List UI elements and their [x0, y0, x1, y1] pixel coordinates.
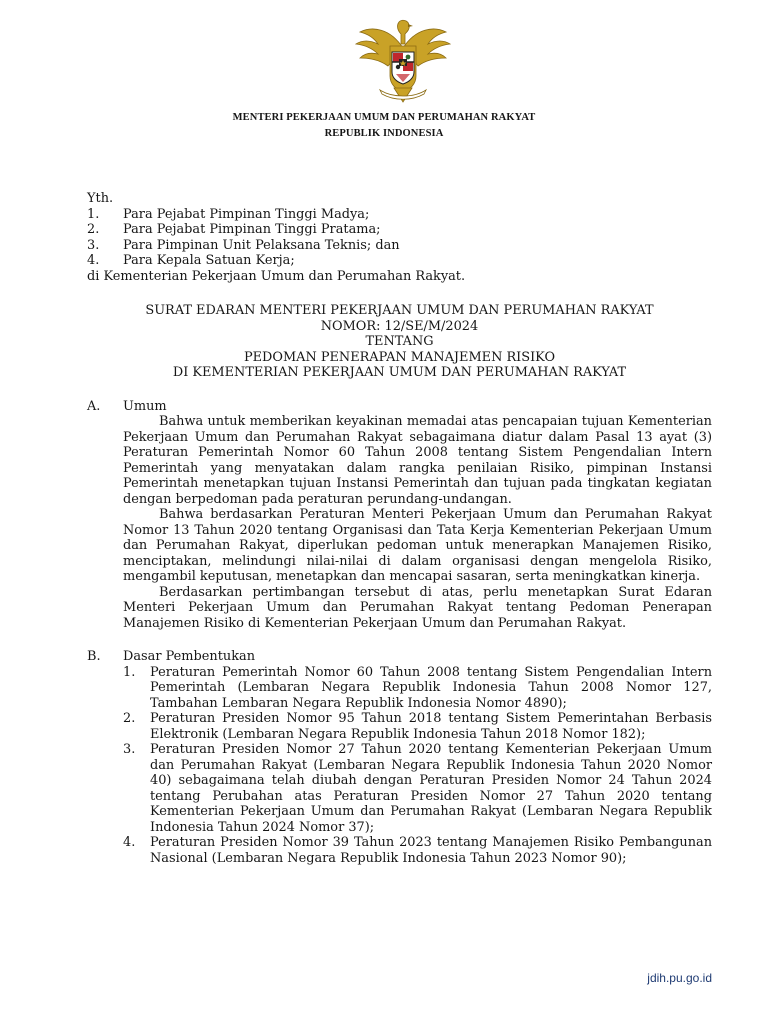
- addressee-item-number: 1.: [87, 206, 100, 222]
- title-line: PEDOMAN PENERAPAN MANAJEMEN RISIKO: [243, 349, 556, 365]
- section-letter: B.: [87, 649, 101, 664]
- section-title: Umum: [123, 398, 167, 414]
- section-a-heading: [87, 399, 712, 415]
- letter-body: [87, 191, 712, 866]
- list-item-text: Peraturan Presiden Nomor 95 Tahun 2018 tentang Sistem Pemerintahan Berbasis Elektronik (Lembaran Negara Republik Indonesia Tahun 2018 Nomor 182);: [150, 711, 712, 742]
- title-line: TENTANG: [365, 334, 434, 349]
- title-line: SURAT EDARAN MENTERI PEKERJAAN UMUM DAN PERUMAHAN RAKYAT: [145, 303, 654, 318]
- list-item: [123, 711, 712, 742]
- list-item-text: Peraturan Presiden Nomor 39 Tahun 2023 tentang Manajemen Risiko Pembangunan Nasional (Lembaran Negara Republik Indonesia Tahun 2023 Nomor 90);: [150, 835, 712, 866]
- list-item-text: Peraturan Pemerintah Nomor 60 Tahun 2008 tentang Sistem Pengendalian Intern Pemerintah (Lembaran Negara Republik Indonesia Tahun 2008 Nomor 127, Tambahan Lembaran Negara Republik Indonesia Nomor 4890);: [150, 664, 712, 711]
- list-item-number: 3.: [123, 742, 136, 757]
- list-item: [123, 665, 712, 712]
- ministry-header-country: REPUBLIK INDONESIA: [324, 128, 444, 139]
- addressee-item-number: 3.: [87, 237, 100, 253]
- title-number: NOMOR: 12/SE/M/2024: [320, 318, 479, 334]
- addressee-item-number: 2.: [87, 222, 100, 237]
- addressee-item: [87, 238, 712, 254]
- addressee-item: [87, 222, 712, 238]
- addressee-item-text: Para Pejabat Pimpinan Tinggi Pratama;: [123, 222, 381, 237]
- list-item: [123, 742, 712, 835]
- paragraph: Bahwa untuk memberikan keyakinan memadai atas pencapaian tujuan Kementerian Pekerjaan Umum dan Perumahan Rakyat sebagaimana diatur dalam Pasal 13 ayat (3) Peraturan Pemerintah Nomor 60 Tahun 2008 tentang Sistem Pengendalian Intern Pemerintah yang menyatakan dalam rangka penilaian Risiko, pimpinan Instansi Pemerintah menetapkan tujuan Instansi Pemerintah dan tujuan pada tingkatan kegiatan dengan berpedoman pada peraturan perundang-undangan.: [123, 414, 712, 507]
- paragraph: Bahwa berdasarkan Peraturan Menteri Pekerjaan Umum dan Perumahan Rakyat Nomor 13 Tahun 2020 tentang Organisasi dan Tata Kerja Kementerian Pekerjaan Umum dan Perumahan Rakyat, diperlukan pedoman untuk menerapkan Manajemen Risiko, menciptakan, melindungi nilai-nilai di dalam organisasi dengan mengelola Risiko, mengambil keputusan, menetapkan dan mencapai sasaran, serta meningkatkan kinerja.: [123, 507, 712, 584]
- list-item: [123, 835, 712, 866]
- addressee-item: [87, 253, 712, 269]
- list-item-number: 2.: [123, 711, 136, 726]
- footer-website-link[interactable]: jdih.pu.go.id: [647, 971, 712, 985]
- paragraph: Berdasarkan pertimbangan tersebut di atas, perlu menetapkan Surat Edaran Menteri Pekerjaan Umum dan Perumahan Rakyat tentang Pedoman Penerapan Manajemen Risiko di Kementerian Pekerjaan Umum dan Perumahan Rakyat.: [123, 584, 712, 631]
- section-letter: A.: [87, 398, 101, 414]
- addressee-block: [87, 191, 712, 284]
- legal-basis-list: [123, 665, 712, 867]
- list-item-number: 4.: [123, 835, 136, 850]
- addressee-closing: di Kementerian Pekerjaan Umum dan Perumahan Rakyat.: [87, 268, 466, 284]
- title-line: DI KEMENTERIAN PEKERJAAN UMUM DAN PERUMAHAN RAKYAT: [172, 365, 627, 380]
- addressee-item-text: Para Kepala Satuan Kerja;: [123, 253, 295, 268]
- document-title: [87, 303, 712, 381]
- list-item-number: 1.: [123, 664, 136, 680]
- addressee-item-text: Para Pimpinan Unit Pelaksana Teknis; dan: [123, 237, 400, 253]
- garuda-emblem-icon: [350, 18, 456, 104]
- addressee-item-text: Para Pejabat Pimpinan Tinggi Madya;: [123, 206, 370, 222]
- ministry-header-title: MENTERI PEKERJAAN UMUM DAN PERUMAHAN RAKYAT: [232, 112, 536, 123]
- list-item-text: Peraturan Presiden Nomor 27 Tahun 2020 tentang Kementerian Pekerjaan Umum dan Perumahan Rakyat (Lembaran Negara Republik Indonesia Tahun 2020 Nomor 40) sebagaimana telah diubah dengan Peraturan Presiden Nomor 24 Tahun 2024 tentang Perubahan atas Peraturan Presiden Nomor 27 Tahun 2020 tentang Kementerian Pekerjaan Umum dan Perumahan Rakyat (Lembaran Negara Republik Indonesia Tahun 2024 Nomor 37);: [150, 742, 712, 835]
- section-b-heading: [87, 649, 712, 665]
- salutation: Yth.: [87, 191, 114, 206]
- addressee-item-number: 4.: [87, 253, 100, 268]
- addressee-item: [87, 207, 712, 223]
- section-title: Dasar Pembentukan: [123, 649, 255, 664]
